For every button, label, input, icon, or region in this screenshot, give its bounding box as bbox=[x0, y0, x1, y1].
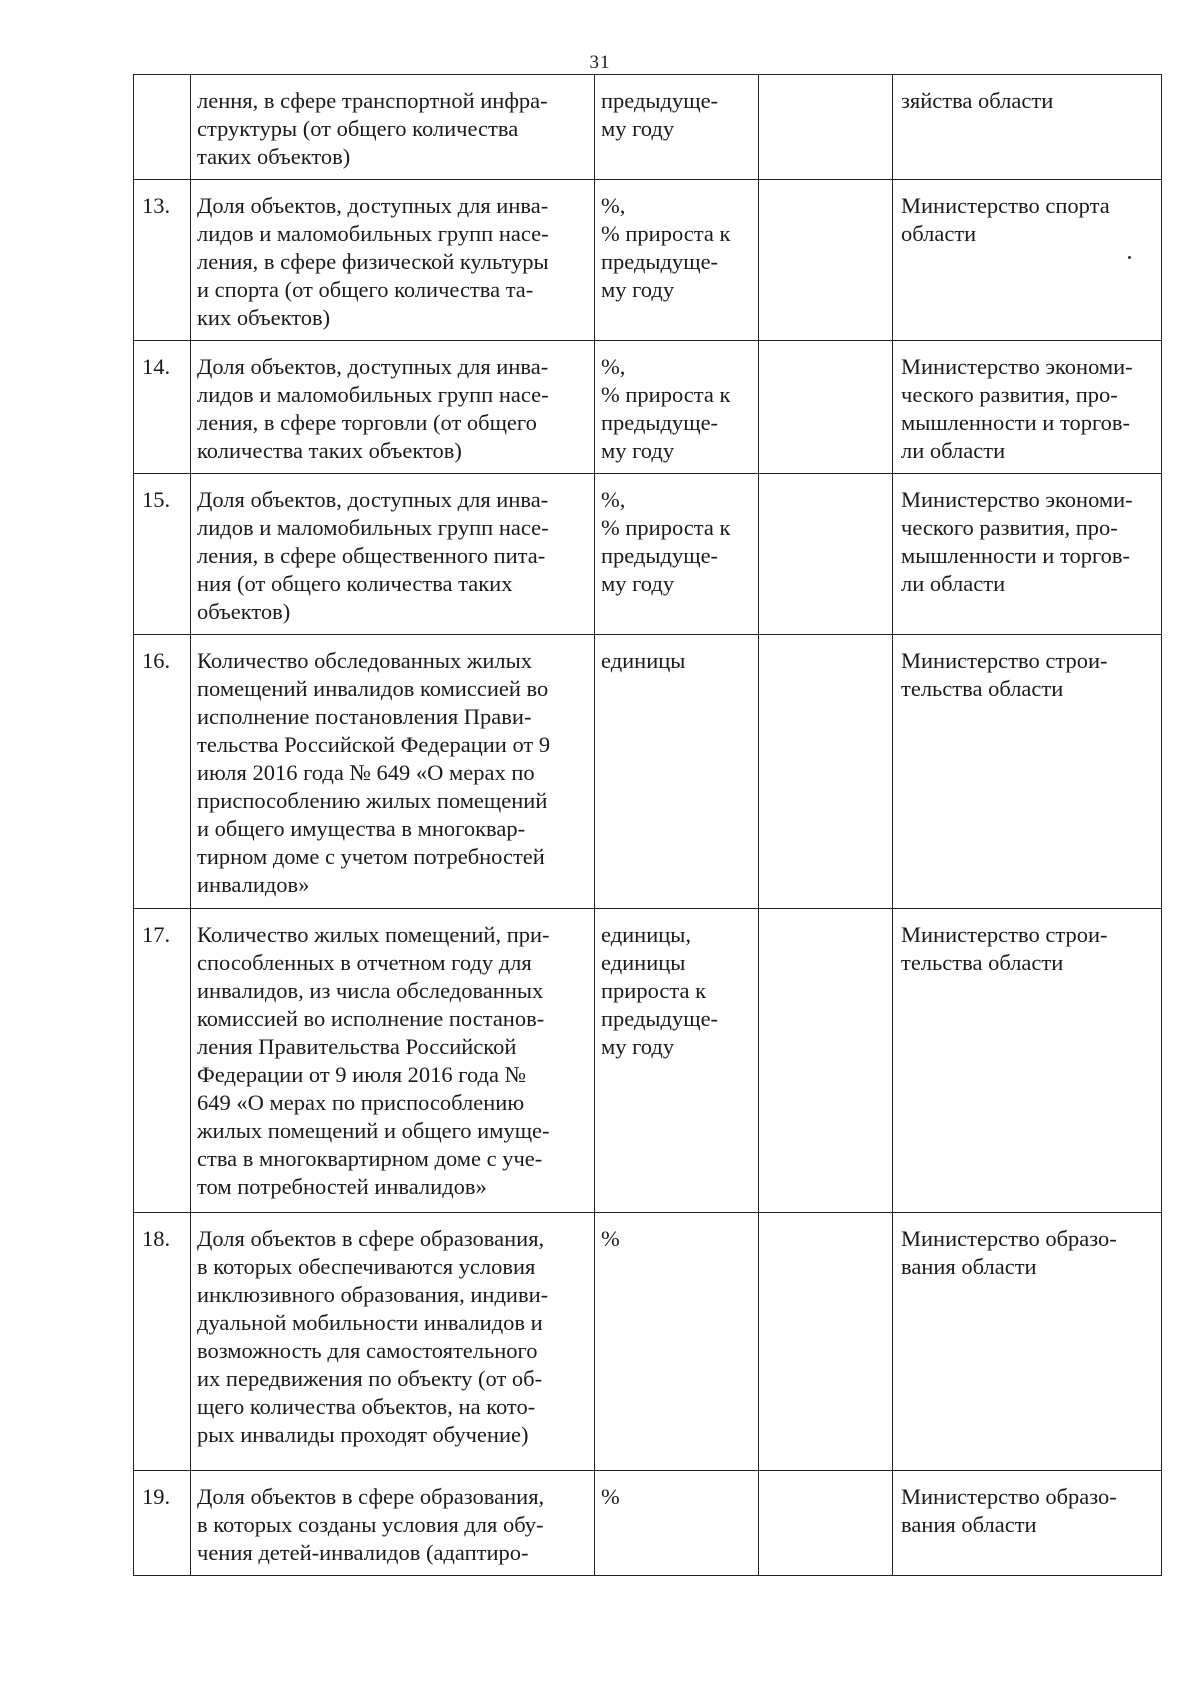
responsible-cell-line: Министерство строи- bbox=[901, 648, 1108, 673]
indicator-cell-line: таких объектов) bbox=[197, 144, 351, 169]
unit-cell bbox=[595, 75, 759, 180]
indicator-cell-line: способленных в отчетном году для bbox=[197, 950, 532, 975]
value-cell bbox=[759, 635, 893, 909]
responsible-cell-line: ческого развития, про- bbox=[901, 515, 1118, 540]
indicator-cell-line: лидов и маломобильных групп насе- bbox=[197, 515, 549, 540]
indicator-cell-line: и спорта (от общего количества та- bbox=[197, 277, 534, 302]
row-number-cell: 19. bbox=[134, 1471, 191, 1576]
value-cell bbox=[759, 909, 893, 1213]
indicator-cell-line: Количество жилых помещений, при- bbox=[197, 922, 550, 947]
indicator-cell bbox=[191, 635, 595, 909]
indicator-cell-line: их передвижения по объекту (от об- bbox=[197, 1366, 543, 1391]
unit-cell-line: му году bbox=[601, 1034, 675, 1059]
responsible-cell-line: ли области bbox=[901, 571, 1006, 596]
unit-cell-line: % прироста к bbox=[601, 382, 731, 407]
unit-cell-line: предыдуще- bbox=[601, 88, 719, 113]
table-row bbox=[134, 1471, 1162, 1576]
indicator-cell-line: в которых созданы условия для обу- bbox=[197, 1512, 544, 1537]
indicator-cell-line: лення, в сфере транспортной инфра- bbox=[197, 88, 548, 113]
indicator-cell bbox=[191, 180, 595, 341]
responsible-cell-line: зяйства области bbox=[901, 88, 1054, 113]
indicator-cell-line: тирном доме с учетом потребностей bbox=[197, 844, 545, 869]
row-number-cell bbox=[134, 75, 191, 180]
indicator-cell-line: июля 2016 года № 649 «О мерах по bbox=[197, 760, 535, 785]
unit-cell-line: предыдуще- bbox=[601, 249, 719, 274]
value-cell bbox=[759, 341, 893, 474]
unit-cell-line: %, bbox=[601, 193, 626, 218]
indicator-cell bbox=[191, 1471, 595, 1576]
responsible-cell-line: Министерство строи- bbox=[901, 922, 1108, 947]
indicator-cell-line: 649 «О мерах по приспособлению bbox=[197, 1090, 525, 1115]
table-row bbox=[134, 909, 1162, 1213]
responsible-cell bbox=[893, 341, 1162, 474]
unit-cell-line: прироста к bbox=[601, 978, 707, 1003]
responsible-cell bbox=[893, 75, 1162, 180]
indicator-cell-line: рых инвалиды проходят обучение) bbox=[197, 1422, 529, 1447]
indicator-cell-line: ких объектов) bbox=[197, 305, 331, 330]
table-row bbox=[134, 341, 1162, 474]
responsible-cell-line: ческого развития, про- bbox=[901, 382, 1118, 407]
unit-cell-line: единицы, bbox=[601, 922, 692, 947]
responsible-cell-line: Министерство спорта bbox=[901, 193, 1110, 218]
responsible-cell bbox=[893, 1213, 1162, 1471]
indicator-cell bbox=[191, 341, 595, 474]
indicator-cell-line: том потребностей инвалидов» bbox=[197, 1174, 487, 1199]
page-number: 31 bbox=[589, 52, 611, 73]
table-row bbox=[134, 1213, 1162, 1471]
row-number-cell: 18. bbox=[134, 1213, 191, 1471]
indicator-cell-line: инвалидов» bbox=[197, 872, 310, 897]
indicator-cell-line: Доля объектов, доступных для инва- bbox=[197, 487, 549, 512]
responsible-cell-line: мышленности и торгов- bbox=[901, 543, 1131, 568]
indicator-cell-line: Доля объектов, доступных для инва- bbox=[197, 354, 549, 379]
indicator-cell-line: тельства Российской Федерации от 9 bbox=[197, 732, 551, 757]
indicator-cell-line: ления, в сфере физической культуры bbox=[197, 249, 549, 274]
indicator-cell-line: в которых обеспечиваются условия bbox=[197, 1254, 536, 1279]
responsible-cell-line: мышленности и торгов- bbox=[901, 410, 1131, 435]
unit-cell-line: % прироста к bbox=[601, 221, 731, 246]
row-number-cell: 17. bbox=[134, 909, 191, 1213]
unit-cell-line: %, bbox=[601, 487, 626, 512]
indicator-cell-line: дуальной мобильности инвалидов и bbox=[197, 1310, 543, 1335]
responsible-cell-line: ли области bbox=[901, 438, 1006, 463]
unit-cell-line: му году bbox=[601, 277, 675, 302]
responsible-cell-line: Министерство образо- bbox=[901, 1226, 1117, 1251]
indicator-cell-line: помещений инвалидов комиссией во bbox=[197, 676, 549, 701]
row-number-cell: 15. bbox=[134, 474, 191, 635]
table-row bbox=[134, 75, 1162, 180]
responsible-cell-line: тельства области bbox=[901, 950, 1064, 975]
unit-cell-line: му году bbox=[601, 571, 675, 596]
responsible-cell bbox=[893, 180, 1162, 341]
responsible-cell-line: вания области bbox=[901, 1512, 1037, 1537]
unit-cell-line: предыдуще- bbox=[601, 1006, 719, 1031]
unit-cell-line: %, bbox=[601, 354, 626, 379]
indicator-cell-line: структуры (от общего количества bbox=[197, 116, 519, 141]
indicator-cell-line: приспособлению жилых помещений bbox=[197, 788, 548, 813]
unit-cell bbox=[595, 1213, 759, 1471]
indicator-cell-line: ления Правительства Российской bbox=[197, 1034, 517, 1059]
indicator-cell-line: Доля объектов в сфере образования, bbox=[197, 1484, 545, 1509]
row-number-cell: 13. bbox=[134, 180, 191, 341]
indicator-cell bbox=[191, 909, 595, 1213]
unit-cell-line: предыдуще- bbox=[601, 543, 719, 568]
unit-cell bbox=[595, 909, 759, 1213]
table-row bbox=[134, 474, 1162, 635]
table-row bbox=[134, 635, 1162, 909]
indicator-cell bbox=[191, 75, 595, 180]
responsible-cell bbox=[893, 909, 1162, 1213]
indicator-cell-line: количества таких объектов) bbox=[197, 438, 462, 463]
indicator-cell-line: Федерации от 9 июля 2016 года № bbox=[197, 1062, 527, 1087]
responsible-cell bbox=[893, 474, 1162, 635]
responsible-cell-line: вания области bbox=[901, 1254, 1037, 1279]
row-number-cell: 14. bbox=[134, 341, 191, 474]
indicator-cell-line: жилых помещений и общего имуще- bbox=[197, 1118, 550, 1143]
responsible-cell-line: области bbox=[901, 221, 977, 246]
indicator-cell-line: ства в многоквартирном доме с уче- bbox=[197, 1146, 543, 1171]
unit-cell bbox=[595, 474, 759, 635]
indicator-cell-line: возможность для самостоятельного bbox=[197, 1338, 538, 1363]
indicator-cell bbox=[191, 1213, 595, 1471]
indicator-cell-line: и общего имущества в многоквар- bbox=[197, 816, 526, 841]
indicator-cell-line: исполнение постановления Прави- bbox=[197, 704, 532, 729]
unit-cell-line: му году bbox=[601, 438, 675, 463]
value-cell bbox=[759, 1213, 893, 1471]
indicators-table bbox=[133, 74, 1162, 1576]
unit-cell bbox=[595, 635, 759, 909]
value-cell bbox=[759, 1471, 893, 1576]
responsible-cell bbox=[893, 1471, 1162, 1576]
value-cell bbox=[759, 180, 893, 341]
unit-cell-line: % bbox=[601, 1484, 620, 1509]
unit-cell-line: му году bbox=[601, 116, 675, 141]
unit-cell-line: % прироста к bbox=[601, 515, 731, 540]
indicator-cell-line: ления, в сфере общественного пита- bbox=[197, 543, 546, 568]
indicator-cell-line: Доля объектов в сфере образования, bbox=[197, 1226, 545, 1251]
indicator-cell-line: ления, в сфере торговли (от общего bbox=[197, 410, 537, 435]
responsible-cell-line: тельства области bbox=[901, 676, 1064, 701]
row-number-cell: 16. bbox=[134, 635, 191, 909]
indicator-cell-line: чения детей-инвалидов (адаптиро- bbox=[197, 1540, 529, 1565]
unit-cell-line: единицы bbox=[601, 950, 686, 975]
scan-speck bbox=[1128, 256, 1131, 259]
unit-cell bbox=[595, 341, 759, 474]
responsible-cell-line: Министерство образо- bbox=[901, 1484, 1117, 1509]
indicator-cell-line: объектов) bbox=[197, 599, 291, 624]
indicator-cell-line: инклюзивного образования, индиви- bbox=[197, 1282, 549, 1307]
unit-cell bbox=[595, 1471, 759, 1576]
value-cell bbox=[759, 75, 893, 180]
table-row bbox=[134, 180, 1162, 341]
unit-cell-line: единицы bbox=[601, 648, 686, 673]
unit-cell bbox=[595, 180, 759, 341]
indicator-cell-line: Количество обследованных жилых bbox=[197, 648, 533, 673]
indicator-cell-line: комиссией во исполнение постанов- bbox=[197, 1006, 545, 1031]
unit-cell-line: предыдуще- bbox=[601, 410, 719, 435]
indicator-cell-line: лидов и маломобильных групп насе- bbox=[197, 382, 549, 407]
responsible-cell-line: Министерство экономи- bbox=[901, 354, 1133, 379]
unit-cell-line: % bbox=[601, 1226, 620, 1251]
indicator-cell-line: инвалидов, из числа обследованных bbox=[197, 978, 544, 1003]
value-cell bbox=[759, 474, 893, 635]
responsible-cell-line: Министерство экономи- bbox=[901, 487, 1133, 512]
indicator-cell-line: Доля объектов, доступных для инва- bbox=[197, 193, 549, 218]
indicator-cell-line: лидов и маломобильных групп насе- bbox=[197, 221, 549, 246]
indicator-cell-line: щего количества объектов, на кото- bbox=[197, 1394, 536, 1419]
indicator-cell-line: ния (от общего количества таких bbox=[197, 571, 513, 596]
indicator-cell bbox=[191, 474, 595, 635]
responsible-cell bbox=[893, 635, 1162, 909]
